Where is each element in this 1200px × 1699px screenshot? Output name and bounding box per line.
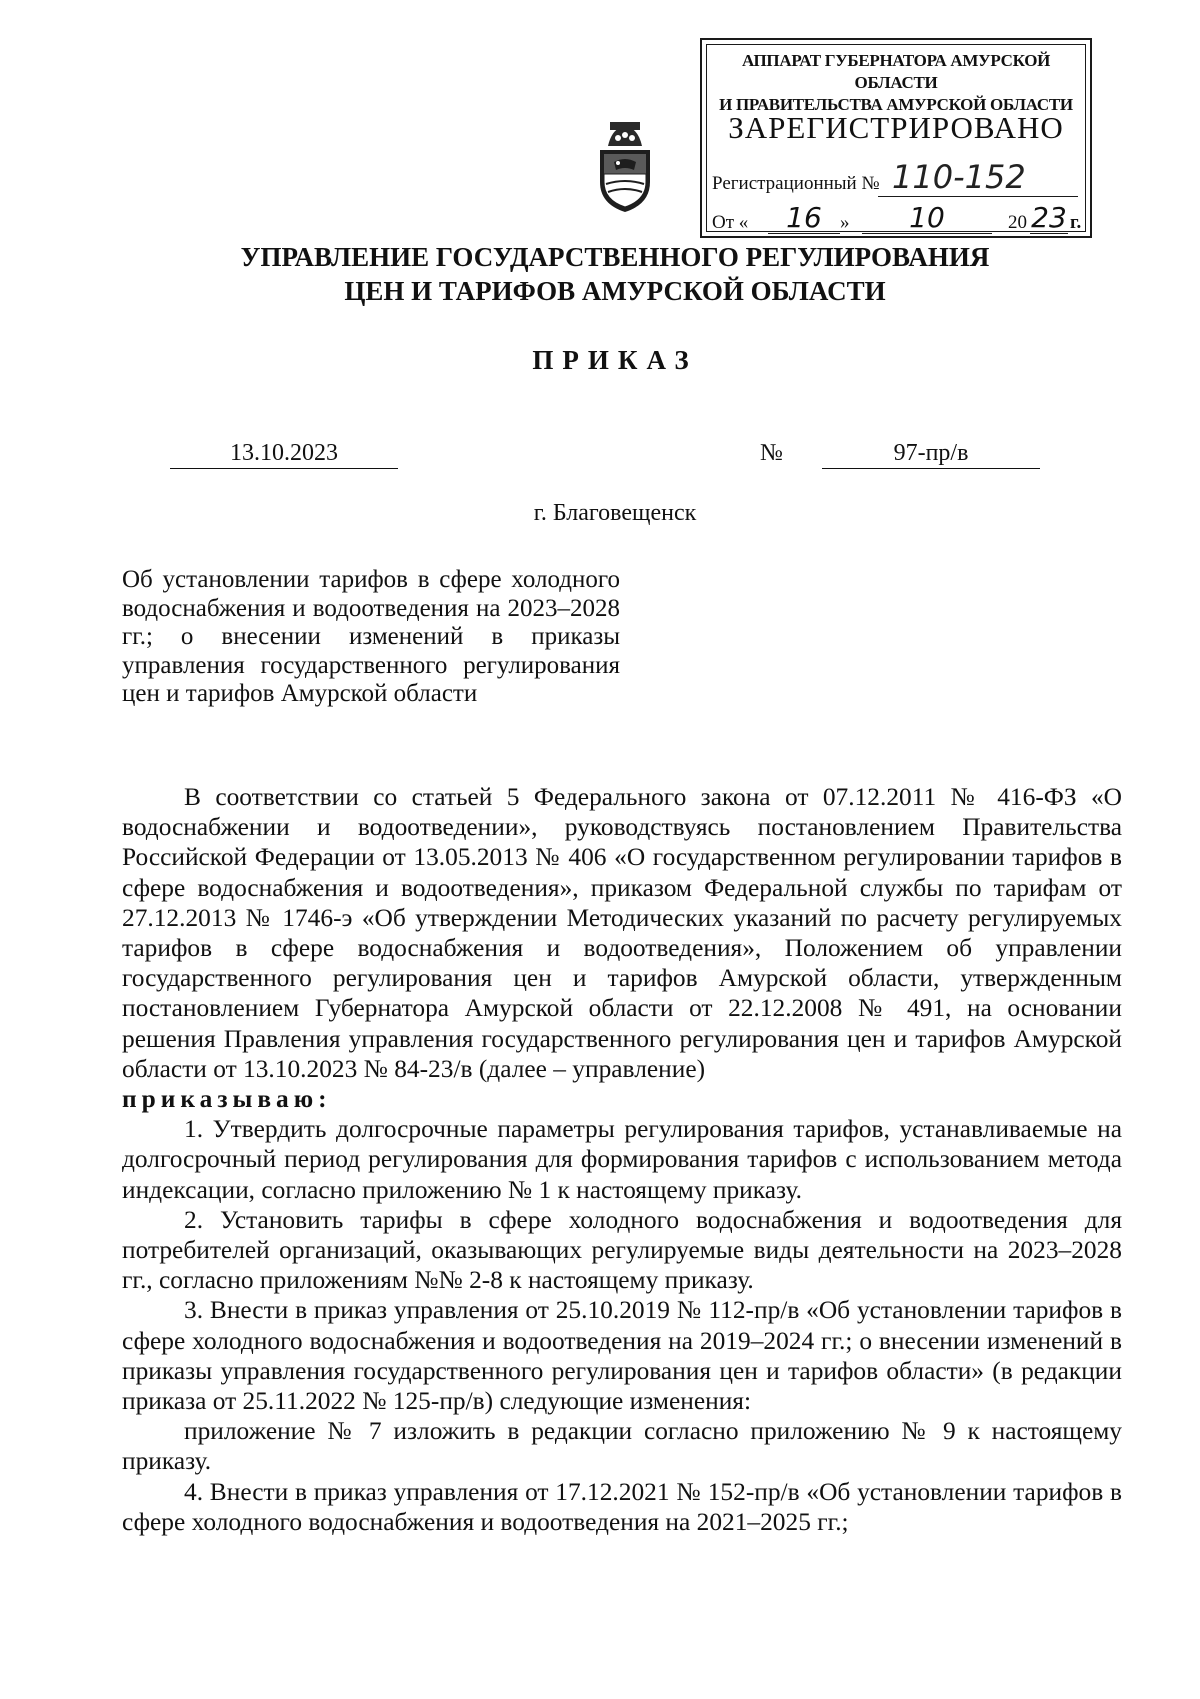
stamp-date-prefix: От « bbox=[712, 212, 749, 233]
item-3-sub-paragraph: приложение № 7 изложить в редакции согласно приложению № 9 к настоящему приказу. bbox=[122, 1417, 1122, 1476]
order-date: 13.10.2023 bbox=[170, 438, 398, 469]
stamp-date-day-close: » bbox=[840, 212, 850, 233]
city: г. Благовещенск bbox=[533, 500, 697, 526]
stamp-registered-label: ЗАРЕГИСТРИРОВАНО bbox=[728, 110, 1064, 145]
agency-title bbox=[0, 240, 1200, 308]
agency-title-line1: УПРАВЛЕНИЕ ГОСУДАРСТВЕННОГО РЕГУЛИРОВАНИЯ bbox=[240, 242, 990, 272]
stamp-regno-label: Регистрационный № bbox=[712, 173, 880, 194]
order-body bbox=[122, 782, 1122, 1537]
stamp-organization bbox=[702, 50, 1090, 116]
coat-of-arms-icon bbox=[594, 118, 656, 214]
order-subject: Об установлении тарифов в сфере холодного водоснабжения и водоотведения на 2023–2028 гг.; о внесении изменений в приказы управления государственного регулирования цен и тарифов Амурской области bbox=[122, 566, 620, 707]
item-4-paragraph: 4. Внести в приказ управления от 17.12.2021 № 152-пр/в «Об установлении тарифов в сфере холодного водоснабжения и водоотведения на 2021–2025 гг.; bbox=[122, 1477, 1122, 1536]
preamble-paragraph: В соответствии со статьей 5 Федерального закона от 07.12.2011 № 416-ФЗ «О водоснабжении и водоотведении», руководствуясь постановлением Правительства Российской Федерации от 13.05.2013 № 406 «О государственном регулировании тарифов в сфере водоснабжения и водоотведения», приказом Федеральной службы по тарифам от 27.12.2013 № 1746-э «Об утверждении Методических указаний по расчету регулируемых тарифов в сфере водоснабжения и водоотведения», Положением об управлении государственного регулирования цен и тарифов Амурской области, утвержденным постановлением Губернатора Амурской области от 22.12.2008 № 491, на основании решения Правления управления государственного регулирования цен и тарифов Амурской области от 13.10.2023 № 84-23/в (далее – управление) bbox=[122, 783, 1122, 1083]
document-type: ПРИКАЗ bbox=[532, 345, 698, 375]
item-3-paragraph: 3. Внести в приказ управления от 25.10.2019 № 112-пр/в «Об установлении тарифов в сфере холодного водоснабжения и водоотведения на 2019–2024 гг.; о внесении изменений в приказы управления государственного регулирования цен и тарифов области» (в редакции приказа от 25.11.2022 № 125-пр/в) следующие изменения: bbox=[122, 1296, 1122, 1416]
stamp-date-year-suffix: г. bbox=[1070, 212, 1082, 233]
stamp-regno-value: 110-152 bbox=[878, 158, 1078, 197]
stamp-date-year: 23 bbox=[1031, 201, 1067, 234]
stamp-org-line1: АППАРАТ ГУБЕРНАТОРА АМУРСКОЙ ОБЛАСТИ bbox=[741, 51, 1051, 92]
agency-title-line2: ЦЕН И ТАРИФОВ АМУРСКОЙ ОБЛАСТИ bbox=[344, 276, 886, 306]
order-number: 97-пр/в bbox=[822, 438, 1040, 469]
item-1-paragraph: 1. Утвердить долгосрочные параметры регулирования тарифов, устанавливаемые на долгосрочный период регулирования для формирования тарифов с использованием метода индексации, согласно приложению № 1 к настоящему приказу. bbox=[122, 1115, 1122, 1204]
order-word: приказываю: bbox=[122, 1085, 332, 1114]
registration-stamp bbox=[700, 38, 1092, 238]
stamp-date-century: 20 bbox=[1008, 212, 1027, 233]
stamp-date-month: 10 bbox=[862, 203, 992, 234]
stamp-date-row bbox=[712, 201, 1084, 234]
stamp-org-line2: И ПРАВИТЕЛЬСТВА АМУРСКОЙ ОБЛАСТИ bbox=[719, 95, 1073, 114]
item-2-paragraph: 2. Установить тарифы в сфере холодного водоснабжения и водоотведения для потребителей организаций, оказывающих регулируемые виды деятельности на 2023–2028 гг., согласно приложениям №№ 2-8 к настоящему приказу. bbox=[122, 1205, 1122, 1295]
stamp-date-day: 16 bbox=[768, 203, 840, 234]
order-word-paragraph bbox=[122, 1084, 1122, 1114]
order-number-sign: № bbox=[760, 440, 783, 466]
